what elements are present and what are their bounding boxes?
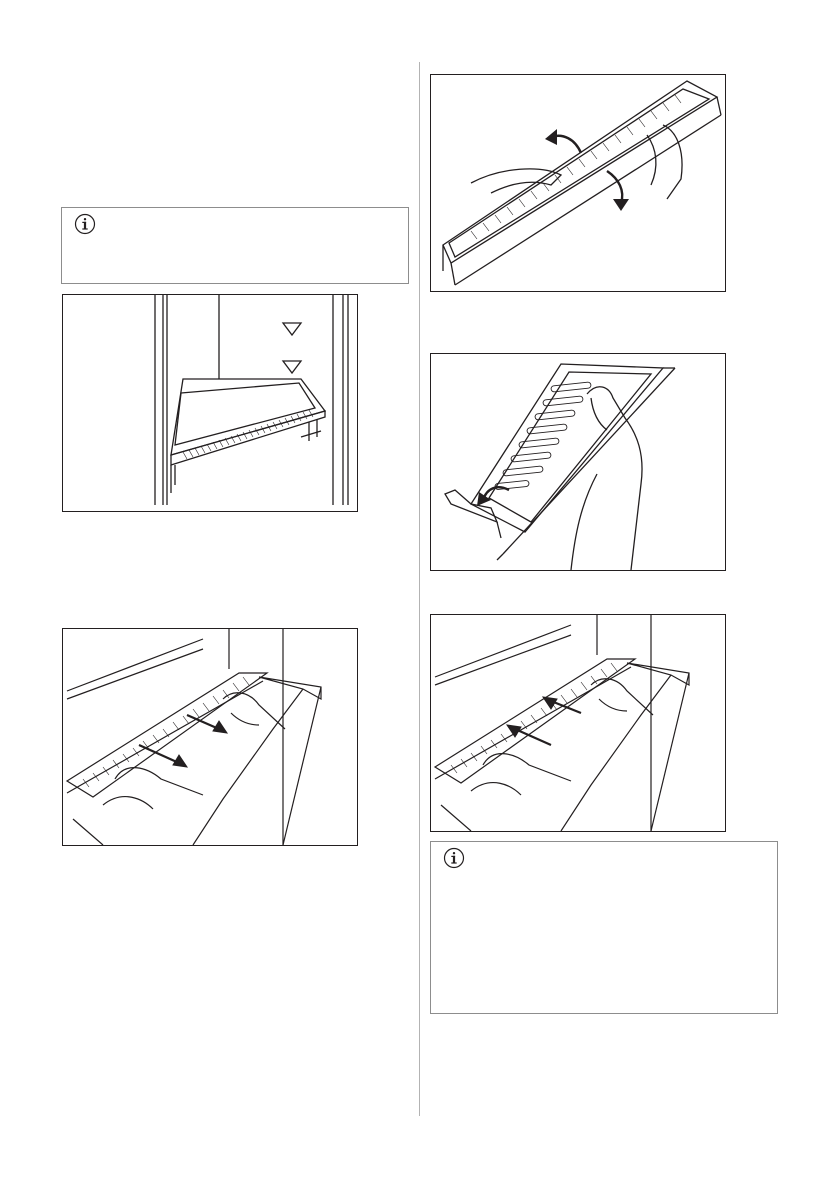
filter-flip-illustration [431, 75, 725, 291]
info-icon [74, 213, 96, 235]
info-note-2 [430, 841, 778, 1014]
figure-filter-open [430, 353, 726, 571]
column-divider [419, 62, 420, 1116]
push-arrows [507, 697, 581, 745]
filter-open-illustration [431, 354, 725, 570]
figure-drawer-insert [430, 614, 726, 832]
info-note-1 [61, 207, 409, 284]
arrow-marker-icon [283, 323, 301, 335]
figure-filter-flip [430, 74, 726, 292]
figure-drawer-pull [62, 628, 358, 846]
pull-arrows [139, 715, 227, 767]
info-icon [443, 847, 465, 869]
figure-fridge-shelf [62, 294, 358, 512]
drawer-insert-illustration [431, 615, 725, 831]
shelf-illustration [63, 295, 357, 511]
drawer-pull-illustration [63, 629, 357, 845]
page-number [790, 10, 820, 26]
